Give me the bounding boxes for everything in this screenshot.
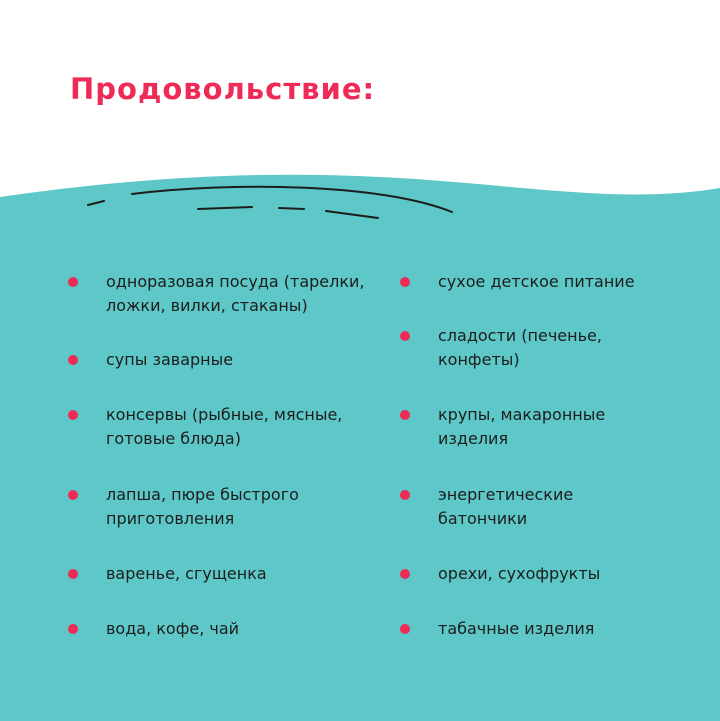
list-item-text: энергетические батончики <box>438 485 574 528</box>
list-item-text: сухое детское питание <box>438 272 635 291</box>
bullet-dot-icon <box>400 624 410 634</box>
list-item-text: одноразовая посуда (тарелки, ложки, вилки, стаканы) <box>106 272 365 315</box>
bullet-dot-icon <box>68 490 78 500</box>
list-item-text: вода, кофе, чай <box>106 619 240 638</box>
list-item-text: варенье, сгущенка <box>106 564 267 583</box>
bullet-dot-icon <box>400 569 410 579</box>
list-item-text: табачные изделия <box>438 619 595 638</box>
bullet-dot-icon <box>68 410 78 420</box>
bullet-dot-icon <box>400 490 410 500</box>
page-title: Продовольствие: <box>70 72 376 106</box>
list-item-text: орехи, сухофрукты <box>438 564 601 583</box>
list-item-text: лапша, пюре быстрого приготовления <box>106 485 299 528</box>
bullet-dot-icon <box>68 569 78 579</box>
list-item-text: крупы, макаронные изделия <box>438 405 606 448</box>
bullet-dot-icon <box>400 410 410 420</box>
bullet-dot-icon <box>68 277 78 287</box>
bullet-dot-icon <box>400 331 410 341</box>
bullet-dot-icon <box>68 355 78 365</box>
bullet-dot-icon <box>400 277 410 287</box>
bullet-dot-icon <box>68 624 78 634</box>
list-item-text: супы заварные <box>106 350 234 369</box>
list-item-text: консервы (рыбные, мясные, готовые блюда) <box>106 405 343 448</box>
list-item-text: сладости (печенье, конфеты) <box>438 326 602 369</box>
